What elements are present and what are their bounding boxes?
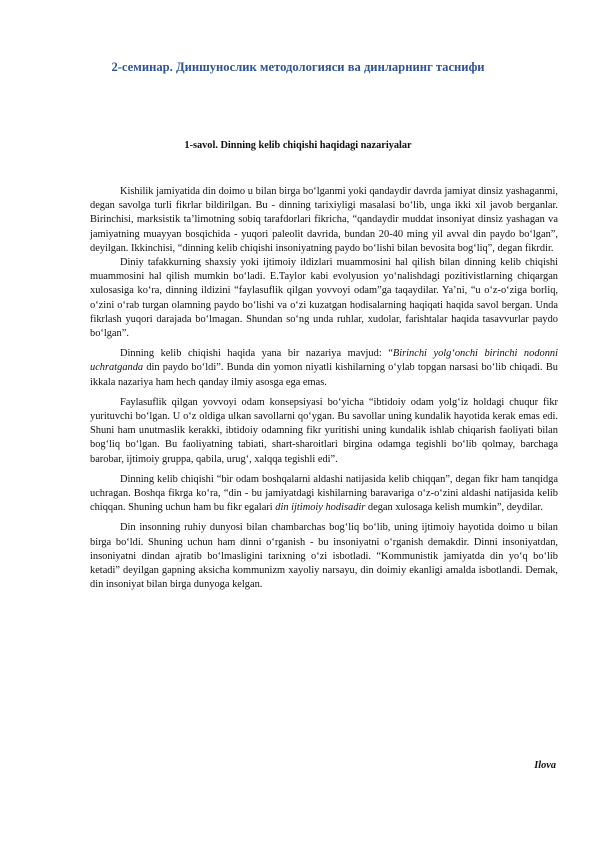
paragraph: Diniy tafakkurning shaxsiy yoki ijtimoiy ildizlari muammosini hal qilish bilan dinning kelib chiqishi muammosini hal qilish mumkin bo‘ladi. E.Taylor kabi evolyusion yo‘nalishdagi pozitivistlarning chiqargan xulosasiga ko‘ra, dinning ildizini “faylasuflik qilgan yovvoyi odam”ga taqaydilar. Ya’ni, “u o‘z-o‘ziga borliq, o‘zini o‘rab turgan olamning paydo bo‘lishi va o‘zi kuzatgan hodisalarning haqiqati haqida savol bergan. Unda fikrlash yuqori darajada bo‘lmagan. Shundan so‘ng unda ruhlar, xudolar, farishtalar haqida tasavvurlar paydo bo‘lgan”. — [90, 257, 558, 340]
appendix-label: Ilova — [534, 760, 556, 771]
body-text — [90, 185, 558, 598]
italic-phrase: Birinchi yolg‘onchi birinchi nodonni uchratganda — [90, 348, 558, 374]
question-heading: 1-savol. Dinning kelib chiqishi haqidagi nazariyalar — [184, 140, 412, 151]
paragraph: Kishilik jamiyatida din doimo u bilan birga bo‘lganmi yoki qandaydir davrda jamiyat dinsiz yashaganmi, degan savolga turli fikrlar bildirilgan. Bu - dinning tarixiyligi masalasi bo‘lib, unga ikki xil javob berganlar. Birinchisi, marksistik ta’limotning sobiq tarafdorlari fikricha, “qandaydir muddat insoniyat dinsiz yashagan va jamiyatning muayyan bosqichida - yuqori paleolit davrida, bundan 20-40 ming yil avval din paydo bo‘lgan”, deyilgan. Ikkinchisi, “dinning kelib chiqishi insoniyatning paydo bo‘lishi bilan bevosita bog‘liq”, degan fikrdir. — [90, 186, 558, 254]
paragraph: Dinning kelib chiqishi “bir odam boshqalarni aldashi natijasida kelib chiqqan”, degan fikr ham tanqidga uchragan. Boshqa fikrga ko‘ra, “din - bu jamiyatdagi kishilarning baravariga o‘z-o‘zini aldashi natijasida kelib chiqqan. Shuning uchun ham bu fikr egalari din ijtimoiy hodisadir degan xulosaga kelish mumkin”, deydilar. — [90, 473, 558, 514]
paragraph: Dinning kelib chiqishi haqida yana bir nazariya mavjud: “Birinchi yolg‘onchi birinchi nodonni uchratganda din paydo bo‘ldi”. Bunda din yomon niyatli kishilarning o‘ylab topgan narsasi bo‘lib chiqadi. Bu ikkala nazariya ham hech qanday ilmiy asosga ega emas. — [90, 348, 558, 388]
paragraph: Faylasuflik qilgan yovvoyi odam konsepsiyasi bo‘yicha “ibtidoiy odam yolg‘iz holdagi chuqur fikr yurituvchi bo‘lgan. U o‘z oldiga ulkan savollarni qo‘ygan. Bu savollar uning kundalik hayotida kerak emas edi. Shuni ham unutmaslik kerakki, ibtidoiy odamning fikr yuritishi uning kundalik ishlab chiqarish faoliyati bilan bog‘liq bo‘lgan. Bu faoliyatning tabiati, shart-sharoitlari birgina odamga tegishli bo‘lib qolmay, barchaga barobar, ijtimoiy gruppa, qabila, urug‘, xalqqa tegishli edi”. — [90, 396, 558, 465]
italic-phrase: din ijtimoiy hodisadir — [275, 502, 366, 514]
seminar-title: 2-семинар. Диншунослик методологияси ва динларнинг таснифи — [111, 60, 485, 74]
paragraph: Din insonning ruhiy dunyosi bilan chambarchas bog‘liq bo‘lib, uning ijtimoiy hayotida doimo u bilan birga bo‘ldi. Shuning uchun ham dinni o‘rganish - bu insoniyatni o‘rganish demakdir. Dinni insoniyatdan, insoniyatni dindan ajratib bo‘lmasligini tarixning o‘zi isbotladi. “Kommunistik jamiyatda din yo‘q bo‘lib ketadi” deyilgan gapning aksicha kommunizm xayoliy narsayu, din doimiy ekanligi amalda isbotlandi. Demak, din insoniyat bilan birga dunyoga kelgan. — [90, 522, 558, 591]
